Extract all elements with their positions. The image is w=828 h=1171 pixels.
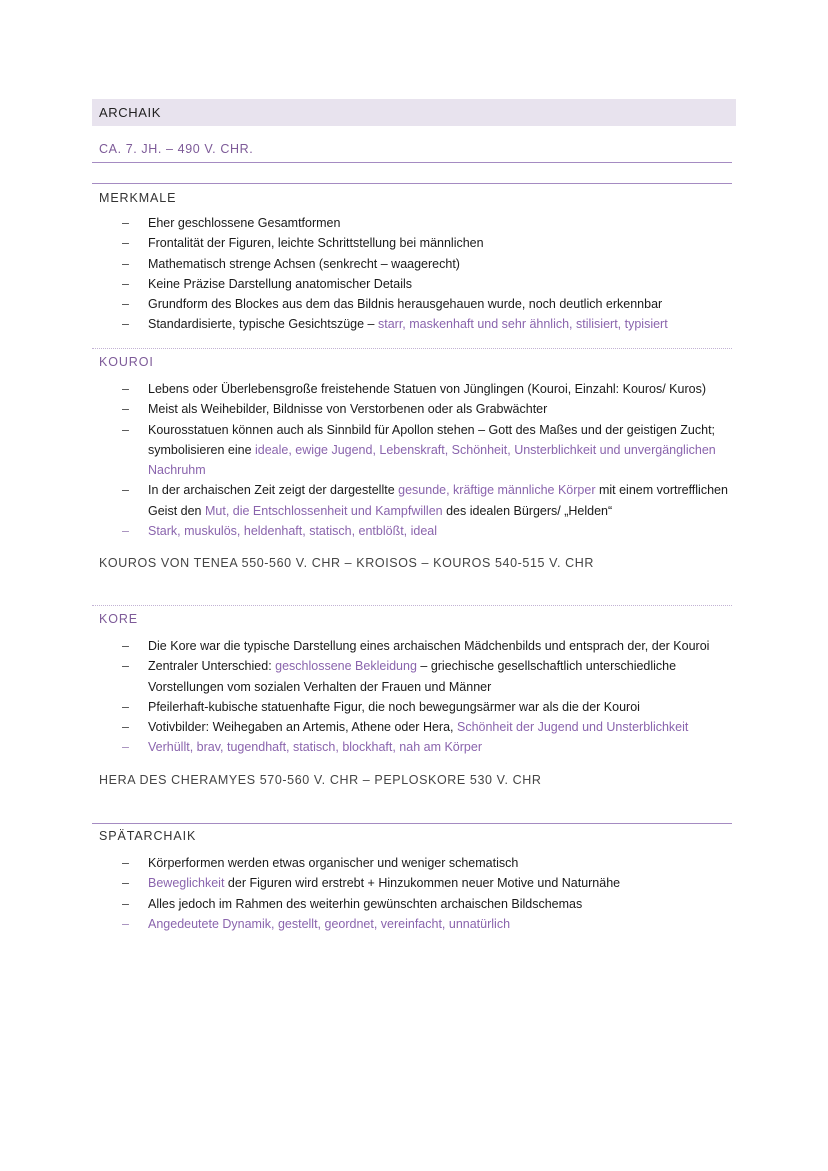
list-item [0, 379, 738, 399]
bullet-dash: – [122, 659, 129, 674]
highlight-text: Mut, die Entschlossenheit und Kampfwillen [204, 503, 443, 518]
section-heading-spaetarchaik: SPÄTARCHAIK [99, 829, 197, 843]
bullet-dash: – [122, 297, 129, 312]
list-item [0, 656, 738, 697]
highlight-text: Stark, muskulös, heldenhaft, statisch, entblößt, ideal [148, 524, 438, 539]
highlight-text: Schönheit der Jugend und Unsterblichkeit [456, 720, 689, 735]
bullet-dash: – [122, 422, 129, 437]
item-text: Meist als Weihebilder, Bildnisse von Verstorbenen oder als Grabwächter [148, 402, 548, 417]
list-item [0, 914, 738, 934]
list-item [0, 294, 738, 314]
bullet-dash: – [122, 639, 129, 653]
divider [92, 823, 732, 824]
list-item [0, 213, 738, 233]
bullet-dash: – [122, 524, 129, 539]
kouroi-caption: KOUROS VON TENEA 550-560 V. CHR – KROISOS – KOUROS 540-515 V. CHR [99, 556, 594, 570]
item-text: des idealen Bürgers/ „Helden“ [442, 503, 613, 518]
kore-list [0, 636, 738, 758]
highlight-text: ideale, ewige Jugend, Lebenskraft, Schönheit, Unsterblichkeit und unvergänglichen Nachruhm [148, 442, 716, 478]
item-text: Körperformen werden etwas organischer und weniger schematisch [148, 856, 519, 870]
section-heading-kouroi: KOUROI [99, 355, 154, 369]
item-text: Frontalität der Figuren, leichte Schrittstellung bei männlichen [148, 236, 484, 251]
item-text: mit einem vortrefflichen Geist den [148, 483, 728, 518]
item-text: Zentraler Unterschied: [148, 659, 276, 674]
list-item [0, 636, 738, 656]
bullet-dash: – [122, 699, 129, 714]
bullet-dash: – [122, 720, 129, 735]
divider [92, 605, 732, 606]
bullet-dash: – [122, 256, 129, 271]
item-text: Mathematisch strenge Achsen (senkrecht – waagerecht) [148, 256, 460, 271]
bullet-dash: – [122, 916, 129, 931]
list-item [0, 697, 738, 717]
section-heading-kore: KORE [99, 612, 139, 626]
section-heading-merkmale: MERKMALE [99, 191, 177, 205]
list-item [0, 233, 738, 253]
list-item [0, 420, 738, 481]
item-text: – griechische gesellschaftlich unterschiedliche Vorstellungen vom sozialen Verhalten der Frauen und Männer [148, 659, 677, 694]
highlight-text: Beweglichkeit [148, 876, 225, 891]
divider [92, 162, 732, 163]
list-item [0, 274, 738, 294]
list-item [0, 853, 738, 873]
list-item [0, 717, 738, 737]
item-text: In der archaischen Zeit zeigt der dargestellte [148, 483, 399, 498]
spaetarchaik-list [0, 853, 738, 934]
item-text: Votivbilder: Weihegaben an Artemis, Athene oder Hera, [148, 720, 457, 735]
item-text: Keine Präzise Darstellung anatomischer Details [148, 276, 413, 291]
item-text: Alles jedoch im Rahmen des weiterhin gewünschten archaischen Bildschemas [148, 896, 583, 911]
list-item [0, 521, 738, 541]
highlight-text: Verhüllt, brav, tugendhaft, statisch, blockhaft, nah am Körper [148, 740, 482, 755]
bullet-dash: – [122, 876, 129, 891]
item-text: Die Kore war die typische Darstellung eines archaischen Mädchenbilds und entsprach der, der Kouroi [148, 639, 710, 653]
bullet-dash: – [122, 483, 129, 498]
item-text: Grundform des Blockes aus dem das Bildnis herausgehauen wurde, noch deutlich erkennbar [148, 297, 663, 312]
highlight-text: starr, maskenhaft und sehr ähnlich, stilisiert, typisiert [377, 317, 668, 332]
highlight-text: Angedeutete Dynamik, gestellt, geordnet, vereinfacht, unnatürlich [148, 916, 511, 931]
merkmale-list [0, 213, 738, 335]
divider [92, 348, 732, 349]
page-title: ARCHAIK [99, 105, 161, 120]
list-item [0, 480, 738, 521]
bullet-dash: – [122, 317, 129, 332]
bullet-dash: – [122, 382, 129, 396]
list-item [0, 399, 738, 419]
highlight-text: gesunde, kräftige männliche Körper [398, 483, 596, 498]
bullet-dash: – [122, 896, 129, 911]
list-item [0, 254, 738, 274]
bullet-dash: – [122, 740, 129, 755]
item-text: Lebens oder Überlebensgroße freistehende Statuen von Jünglingen (Kouroi, Einzahl: Kouros/ Kuros) [148, 382, 706, 396]
kouroi-list [0, 379, 738, 541]
bullet-dash: – [122, 276, 129, 291]
divider [92, 183, 732, 184]
item-text: Eher geschlossene Gesamtformen [148, 216, 341, 230]
item-text: Kourosstatuen können auch als Sinnbild für Apollon stehen – Gott des Maßes und der geistigen Zucht; symbolisieren eine [148, 422, 716, 457]
list-item [0, 894, 738, 914]
date-range: CA. 7. JH. – 490 V. CHR. [99, 142, 254, 156]
item-text: Pfeilerhaft-kubische statuenhafte Figur, die noch bewegungsärmer war als die der Kouroi [148, 699, 640, 714]
bullet-dash: – [122, 402, 129, 417]
list-item [0, 314, 738, 334]
title-bar [92, 99, 736, 126]
list-item [0, 873, 738, 893]
list-item [0, 737, 738, 757]
item-text: der Figuren wird erstrebt + Hinzukommen neuer Motive und Naturnähe [224, 876, 621, 891]
bullet-dash: – [122, 856, 129, 870]
highlight-text: geschlossene Bekleidung [275, 659, 417, 674]
kore-caption: HERA DES CHERAMYES 570-560 V. CHR – PEPLOSKORE 530 V. CHR [99, 773, 542, 787]
item-text: Standardisierte, typische Gesichtszüge – [148, 317, 378, 332]
bullet-dash: – [122, 236, 129, 251]
bullet-dash: – [122, 216, 129, 230]
